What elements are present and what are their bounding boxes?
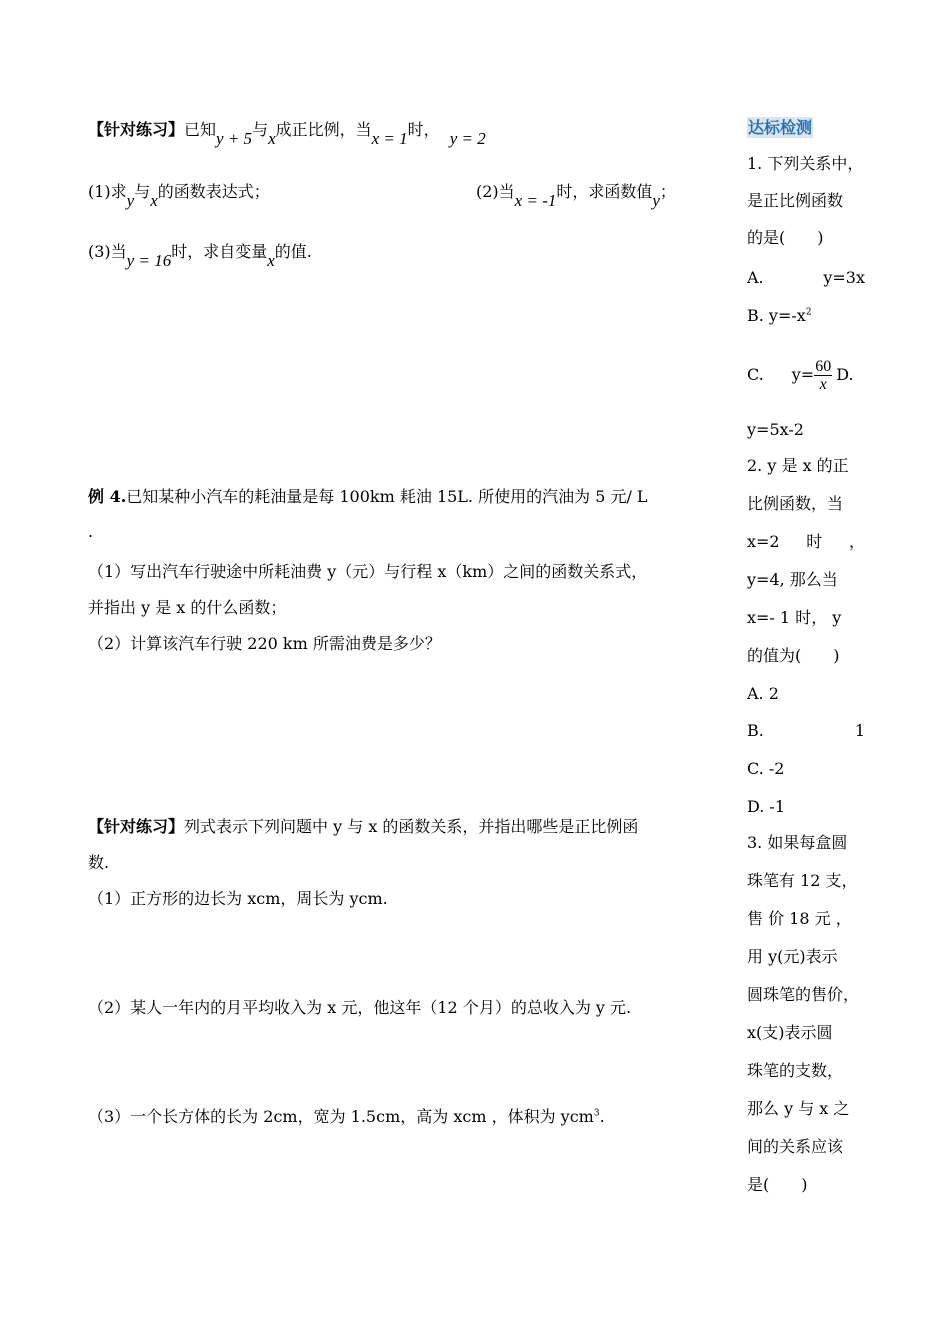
practice-tag: 【针对练习】 — [88, 817, 185, 836]
option-a: A. 2 — [747, 684, 779, 703]
question-text: 的值为( ) — [747, 646, 840, 665]
practice2-q2: （2）某人一年内的月平均收入为 x 元，他这年（12 个月）的总收入为 y 元. — [88, 998, 632, 1017]
question-text: 2. y 是 x 的正 — [747, 456, 849, 475]
question-text: 的是( ) — [747, 228, 824, 247]
math-var: x — [268, 129, 276, 148]
practice2-statement-cont: 数. — [88, 853, 110, 872]
practice2-q1: （1）正方形的边长为 xcm，周长为 ycm. — [88, 889, 388, 908]
question-text: 那么 y 与 x 之 — [747, 1099, 850, 1118]
option-c: C. -2 — [747, 759, 785, 778]
practice1-statement: 【针对练习】已知y + 5与x成正比例，当x = 1时， y = 2 — [88, 120, 486, 148]
math-expr: y + 5 — [216, 129, 253, 148]
option-b: B. $y=-x^2$ — [747, 306, 812, 325]
option-a: A. y=3x — [747, 268, 865, 287]
practice1-q3: (3)当y = 16时，求自变量x的值. — [88, 242, 312, 270]
practice1-q2: (2)当x = -1时，求函数值y； — [476, 182, 676, 210]
math-cond: x = 1 — [371, 129, 408, 148]
question-text: 间的关系应该 — [747, 1137, 844, 1156]
example4-dot: . — [88, 522, 94, 541]
question-text: 珠笔有 12 支， — [747, 871, 858, 890]
option-d: y=5x-2 — [747, 420, 804, 439]
example4-statement: 例 4.已知某种小汽车的耗油量是每 100km 耗油 15L. 所使用的汽油为 5 元/ L — [88, 487, 648, 506]
question-text: 是正比例函数 — [747, 191, 844, 210]
question-text: 珠笔的支数， — [747, 1061, 844, 1080]
question-text: 用 y(元)表示 — [747, 947, 838, 966]
option-b: B. 1 — [747, 721, 865, 740]
question-text: x(支)表示圆 — [747, 1023, 833, 1042]
practice2-statement: 【针对练习】列式表示下列问题中 y 与 x 的函数关系，并指出哪些是正比例函 — [88, 817, 639, 836]
option-c-d: C. y= $\frac{60}{x}$ D. — [747, 358, 854, 393]
practice-tag: 【针对练习】 — [88, 120, 185, 139]
question-text: 3. 如果每盒圆 — [747, 833, 848, 852]
example4-q1-line1: （1）写出汽车行驶途中所耗油费 y（元）与行程 x（km）之间的函数关系式， — [88, 562, 648, 581]
example4-q1-line2: 并指出 y 是 x 的什么函数； — [88, 598, 287, 617]
example4-q2: （2）计算该汽车行驶 220 km 所需油费是多少？ — [88, 634, 441, 653]
question-text: 是( ) — [747, 1175, 808, 1194]
example-label: 例 4. — [88, 487, 127, 506]
section-heading: 达标检测 — [748, 118, 813, 137]
fraction: $\frac{60}{x}$ — [815, 358, 832, 393]
question-text: y=4, 那么当 — [747, 570, 838, 589]
question-text: 比例函数，当 — [747, 494, 844, 513]
practice1-q1: (1)求y与x的函数表达式； — [88, 182, 270, 210]
question-text: x=2 时 ， — [747, 532, 865, 551]
option-d: D. -1 — [747, 797, 786, 816]
math-cond: y = 2 — [449, 129, 486, 148]
question-text: 1. 下列关系中， — [747, 154, 864, 173]
question-text: 售 价 18 元 ， — [747, 909, 852, 928]
question-text: 圆珠笔的售价， — [747, 985, 860, 1004]
practice2-q3: （3）一个长方体的长为 2cm，宽为 1.5cm，高为 xcm ，体积为 ycm$^3$. — [88, 1107, 605, 1126]
question-text: x=- 1 时， y — [747, 608, 842, 627]
